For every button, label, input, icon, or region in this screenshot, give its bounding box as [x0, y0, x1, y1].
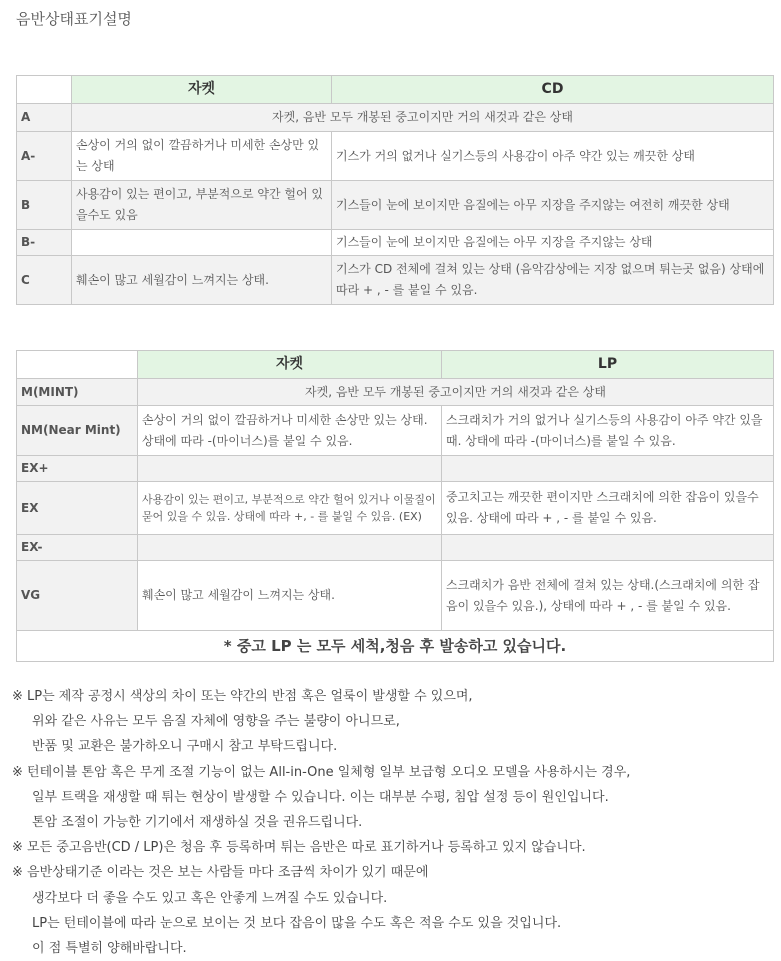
jacket-description	[138, 535, 442, 561]
grade-label: B	[17, 181, 72, 230]
table-row	[17, 230, 774, 256]
lp-description: 스크래치가 음반 전체에 걸쳐 있는 상태.(스크래치에 의한 잡음이 있을수 있음.), 상태에 따라 + , - 를 붙일 수 있음.	[442, 561, 774, 631]
cd-description: 기스가 CD 전체에 걸쳐 있는 상태 (음악감상에는 지장 없으며 튀는곳 없음) 상태에 따라 + , - 를 붙일 수 있음.	[332, 256, 774, 305]
grade-description: 자켓, 음반 모두 개봉된 중고이지만 거의 새것과 같은 상태	[138, 379, 774, 406]
grade-label: A-	[17, 132, 72, 181]
grade-label: M(MINT)	[17, 379, 138, 406]
grade-label: VG	[17, 561, 138, 631]
jacket-description: 훼손이 많고 세월감이 느껴지는 상태.	[72, 256, 332, 305]
note-line: 톤암 조절이 가능한 기기에서 재생하실 것을 권유드립니다.	[32, 815, 363, 831]
grade-label: EX+	[17, 456, 138, 482]
lp-description	[442, 456, 774, 482]
table-header-row	[17, 76, 774, 104]
lp-description: 스크래치가 거의 없거나 실기스등의 사용감이 아주 약간 있을때. 상태에 따라 -(마이너스)를 붙일 수 있음.	[442, 406, 774, 456]
table-row	[17, 535, 774, 561]
cd-grading-table	[16, 75, 774, 305]
note-line: ※ 음반상태기준 이라는 것은 보는 사람들 마다 조금씩 차이가 있기 때문에	[12, 865, 429, 881]
note-line: 생각보다 더 좋을 수도 있고 혹은 안좋게 느껴질 수도 있습니다.	[32, 890, 388, 906]
note-line: 이 점 특별히 양해바랍니다.	[32, 941, 187, 957]
page-title: 음반상태표기설명	[16, 10, 132, 28]
header-cd: CD	[332, 76, 774, 104]
note-line: 일부 트랙을 재생할 때 튀는 현상이 발생할 수 있습니다. 이는 대부분 수평, 침압 설정 등이 원인입니다.	[32, 789, 609, 805]
note-line: ※ LP는 제작 공정시 색상의 차이 또는 약간의 반점 혹은 얼룩이 발생할 수 있으며,	[12, 689, 473, 704]
header-jacket: 자켓	[72, 76, 332, 104]
note-line: LP는 턴테이블에 따라 눈으로 보이는 것 보다 잡음이 많을 수도 혹은 적을 수도 있을 것입니다.	[32, 915, 562, 931]
table-row	[17, 379, 774, 406]
grade-label: A	[17, 104, 72, 132]
table-row	[17, 132, 774, 181]
jacket-description: 훼손이 많고 세월감이 느껴지는 상태.	[138, 561, 442, 631]
cd-description: 기스가 거의 없거나 실기스등의 사용감이 아주 약간 있는 깨끗한 상태	[332, 132, 774, 181]
table-row	[17, 406, 774, 456]
header-empty	[17, 351, 138, 379]
jacket-description	[72, 230, 332, 256]
lp-cleaning-note: * 중고 LP 는 모두 세척,청음 후 발송하고 있습니다.	[17, 631, 774, 662]
notes-section	[12, 684, 777, 961]
header-lp: LP	[442, 351, 774, 379]
cd-description: 기스들이 눈에 보이지만 음질에는 아무 지장을 주지않는 상태	[332, 230, 774, 256]
grade-description: 자켓, 음반 모두 개봉된 중고이지만 거의 새것과 같은 상태	[72, 104, 774, 132]
grade-label: C	[17, 256, 72, 305]
jacket-description	[138, 456, 442, 482]
header-empty	[17, 76, 72, 104]
lp-description: 중고치고는 깨끗한 편이지만 스크래치에 의한 잡음이 있을수 있음. 상태에 따라 + , - 를 붙일 수 있음.	[442, 482, 774, 535]
table-row	[17, 256, 774, 305]
table-row	[17, 561, 774, 631]
lp-grading-table	[16, 350, 774, 662]
table-row	[17, 104, 774, 132]
note-line: 위와 같은 사유는 모두 음질 자체에 영향을 주는 불량이 아니므로,	[32, 714, 400, 730]
table-row	[17, 482, 774, 535]
grade-label: EX	[17, 482, 138, 535]
grade-label: NM(Near Mint)	[17, 406, 138, 456]
table-header-row	[17, 351, 774, 379]
note-line: 반품 및 교환은 불가하오니 구매시 참고 부탁드립니다.	[32, 739, 338, 755]
jacket-description: 사용감이 있는 편이고, 부분적으로 약간 헐어 있을수도 있음	[72, 181, 332, 230]
table-row	[17, 456, 774, 482]
table-footer-row	[17, 631, 774, 662]
cd-description: 기스들이 눈에 보이지만 음질에는 아무 지장을 주지않는 여전히 깨끗한 상태	[332, 181, 774, 230]
grade-label: EX-	[17, 535, 138, 561]
note-line: ※ 모든 중고음반(CD / LP)은 청음 후 등록하며 튀는 음반은 따로 표기하거나 등록하고 있지 않습니다.	[12, 840, 586, 856]
lp-description	[442, 535, 774, 561]
note-line: ※ 턴테이블 톤암 혹은 무게 조절 기능이 없는 All-in-One 일체형 일부 보급형 오디오 모델을 사용하시는 경우,	[12, 764, 631, 780]
jacket-description: 사용감이 있는 편이고, 부분적으로 약간 헐어 있거나 이물질이 묻어 있을 수 있음. 상태에 따라 +, - 를 붙일 수 있음. (EX)	[138, 482, 442, 535]
header-jacket: 자켓	[138, 351, 442, 379]
jacket-description: 손상이 거의 없이 깔끔하거나 미세한 손상만 있는 상태	[72, 132, 332, 181]
jacket-description: 손상이 거의 없이 깔끔하거나 미세한 손상만 있는 상태. 상태에 따라 -(마이너스)를 붙일 수 있음.	[138, 406, 442, 456]
table-row	[17, 181, 774, 230]
grade-label: B-	[17, 230, 72, 256]
